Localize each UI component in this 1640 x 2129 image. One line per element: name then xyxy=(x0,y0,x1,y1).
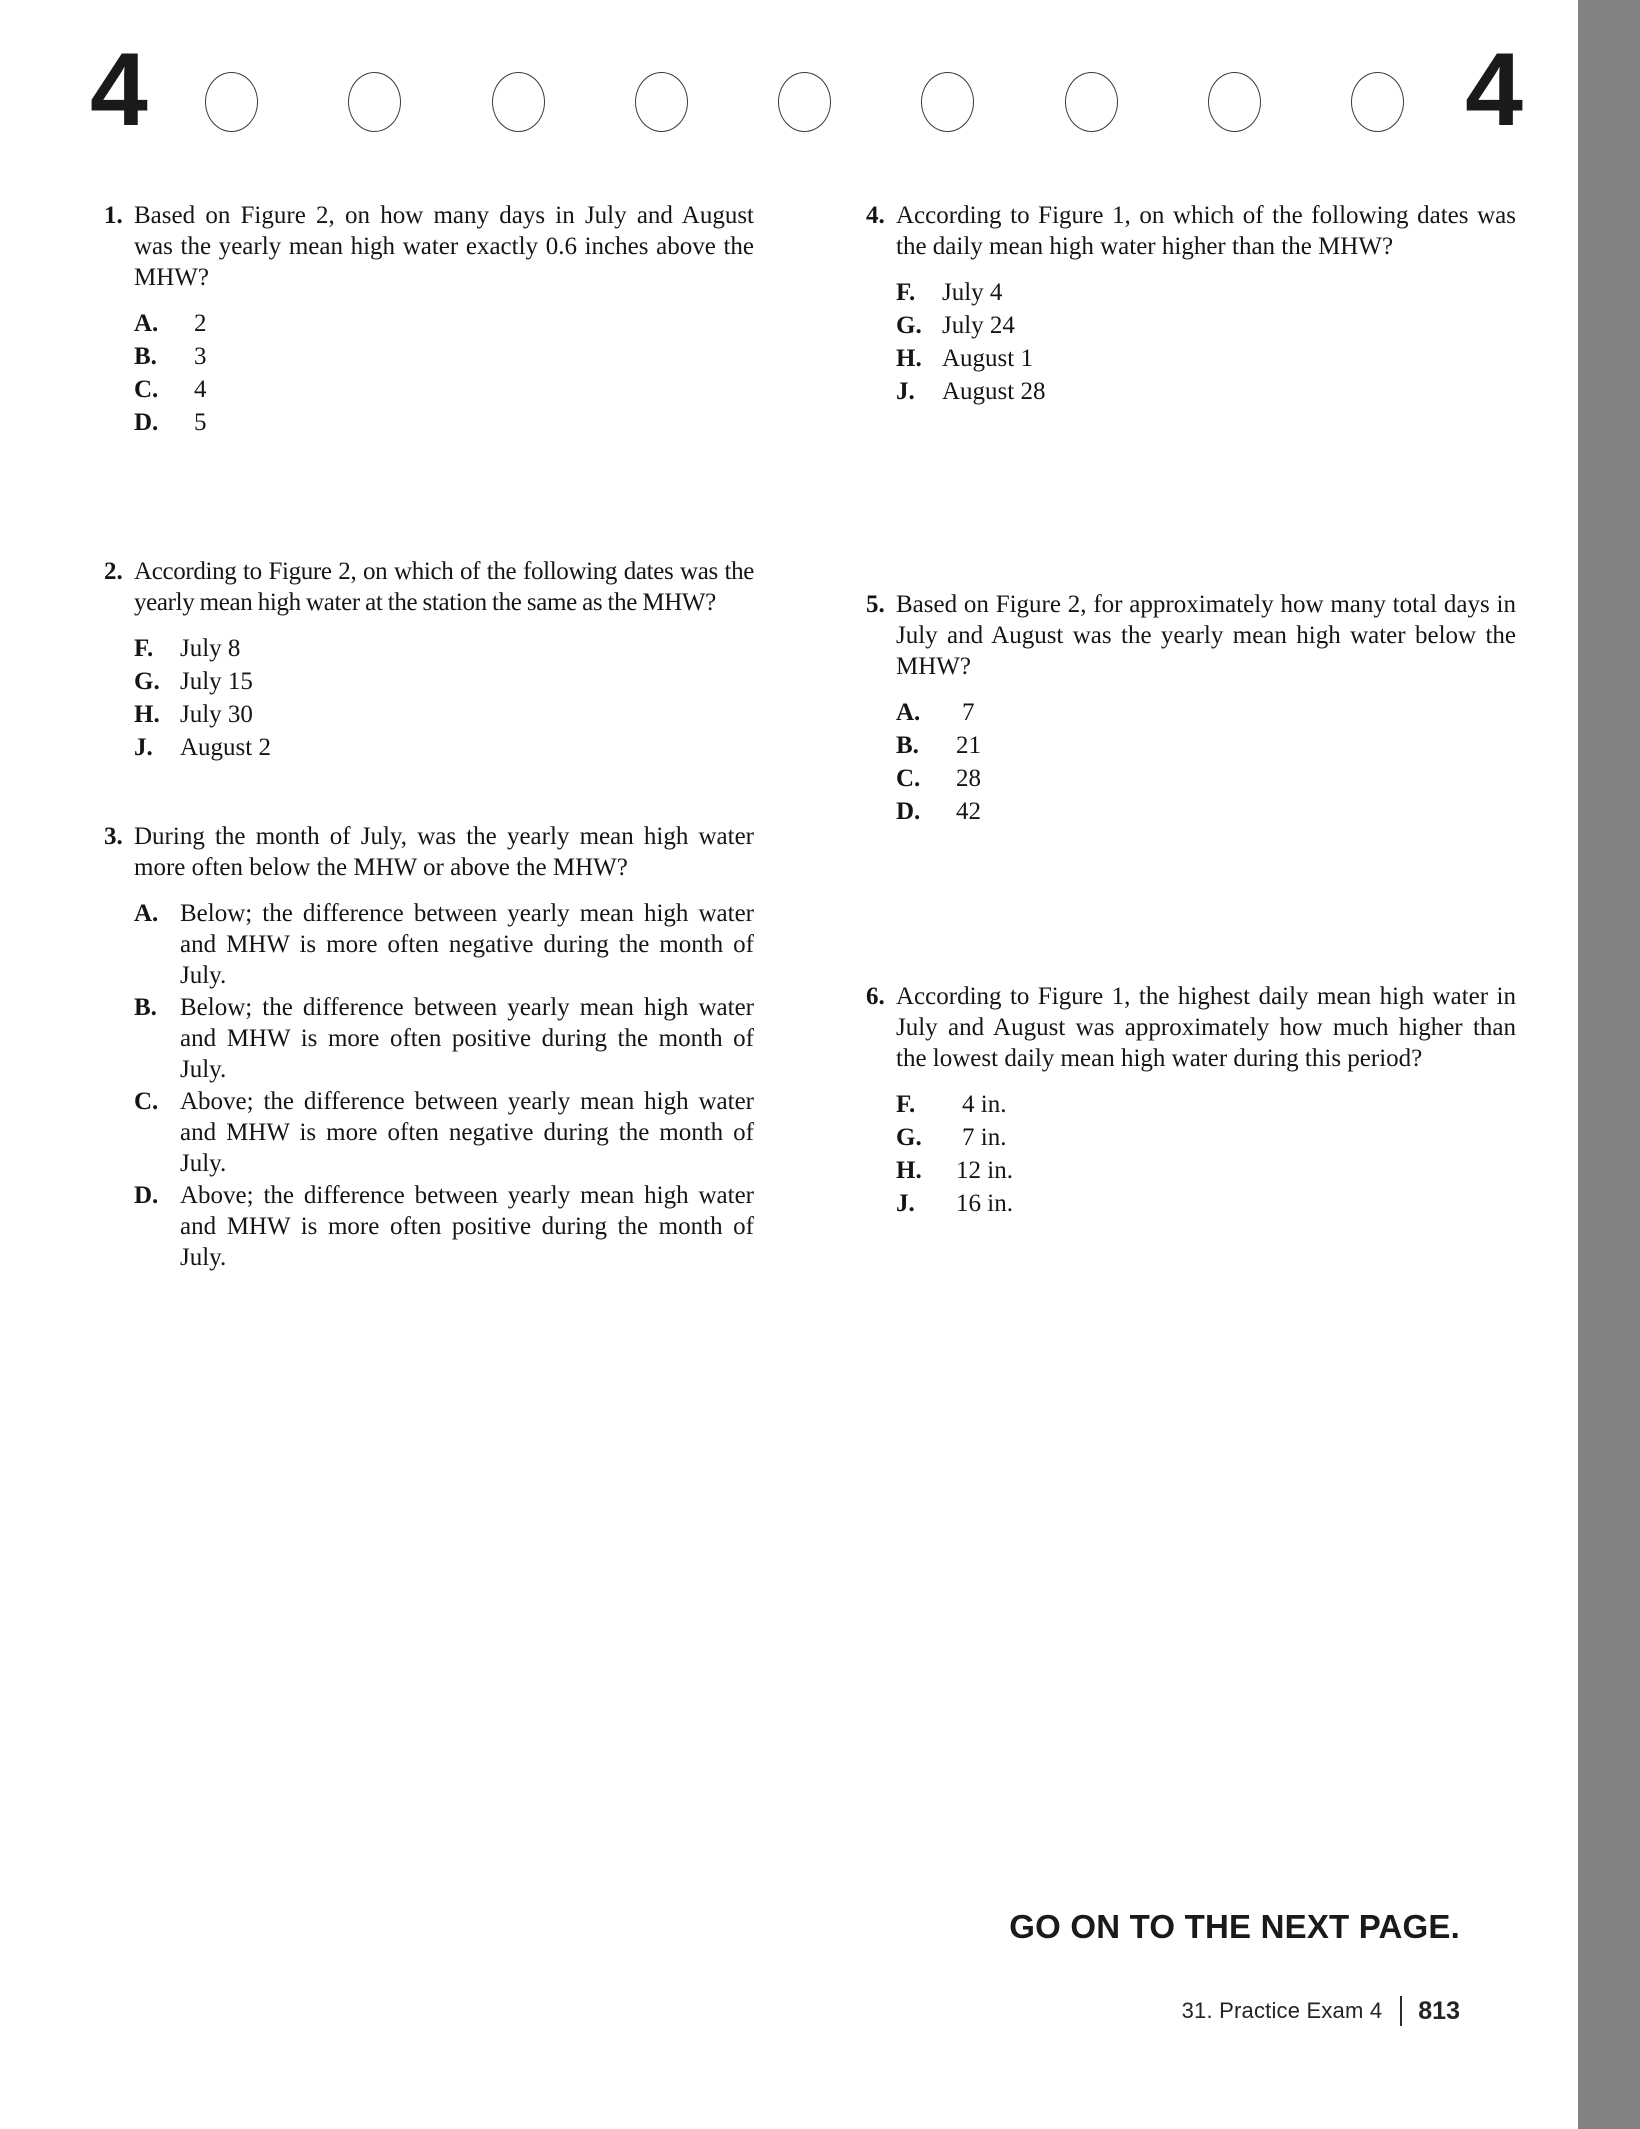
choice-letter: F. xyxy=(134,635,154,662)
choice-letter: J. xyxy=(896,1190,915,1217)
question-1-choices xyxy=(96,308,754,438)
answer-bubble[interactable] xyxy=(921,72,974,132)
choice-option[interactable] xyxy=(134,308,754,339)
question-4-choices xyxy=(858,277,1516,407)
choice-text: July 4 xyxy=(942,279,1003,306)
question-2-head xyxy=(96,556,754,618)
choice-letter: G. xyxy=(896,1124,922,1151)
choice-option[interactable] xyxy=(134,666,754,697)
page-number: 813 xyxy=(1418,1996,1460,2025)
choice-letter: A. xyxy=(134,900,159,927)
choice-text: August 1 xyxy=(942,345,1033,372)
choice-text: 3 xyxy=(194,343,207,370)
question-4-head xyxy=(858,200,1516,262)
spacer xyxy=(858,441,1516,589)
question-3 xyxy=(96,821,754,1273)
choice-letter: D. xyxy=(134,1182,159,1209)
answer-bubble[interactable] xyxy=(1351,72,1404,132)
choice-option[interactable] xyxy=(896,796,1516,827)
choice-letter: F. xyxy=(896,279,916,306)
answer-bubble[interactable] xyxy=(1208,72,1261,132)
section-number-right: 4 xyxy=(1465,32,1520,148)
question-6-head xyxy=(858,981,1516,1074)
choice-text: 5 xyxy=(194,409,207,436)
question-6-stem: According to Figure 1, the highest daily mean high water in July and August was approximately how much higher than the lowest daily mean high water during this period? xyxy=(896,983,1516,1072)
spacer xyxy=(96,472,754,556)
choice-letter: C. xyxy=(896,765,921,792)
question-3-stem: During the month of July, was the yearly mean high water more often below the MHW or above the MHW? xyxy=(134,823,754,881)
choice-option[interactable] xyxy=(134,1180,754,1273)
choice-option[interactable] xyxy=(896,1155,1516,1186)
choice-text: Below; the difference between yearly mean high water and MHW is more often positive during the month of July. xyxy=(180,994,754,1083)
choice-text: 42 xyxy=(956,798,981,825)
choice-option[interactable] xyxy=(896,277,1516,308)
choice-text: 21 xyxy=(956,732,981,759)
question-1-stem: Based on Figure 2, on how many days in July and August was the yearly mean high water exactly 0.6 inches above the MHW? xyxy=(134,202,754,291)
choice-letter: A. xyxy=(134,310,159,337)
question-3-number: 3. xyxy=(104,823,123,850)
choice-text: Below; the difference between yearly mean high water and MHW is more often negative during the month of July. xyxy=(180,900,754,989)
page-footer xyxy=(1182,1996,1460,2026)
answer-bubble[interactable] xyxy=(778,72,831,132)
spacer xyxy=(96,797,754,821)
choice-option[interactable] xyxy=(896,697,1516,728)
choice-letter: D. xyxy=(134,409,159,436)
choice-text: Above; the difference between yearly mean high water and MHW is more often positive during the month of July. xyxy=(180,1182,754,1271)
section-number-left: 4 xyxy=(90,32,145,148)
page-edge-bar xyxy=(1578,0,1640,2129)
choice-option[interactable] xyxy=(896,1188,1516,1219)
left-column xyxy=(96,200,754,1307)
question-4-number: 4. xyxy=(866,202,885,229)
question-5-number: 5. xyxy=(866,591,885,618)
choice-text: 12 in. xyxy=(956,1157,1013,1184)
choice-letter: H. xyxy=(134,701,160,728)
choice-text: 28 xyxy=(956,765,981,792)
choice-option[interactable] xyxy=(896,343,1516,374)
choice-text: 7 xyxy=(962,699,975,726)
choice-letter: A. xyxy=(896,699,921,726)
choice-text: July 24 xyxy=(942,312,1015,339)
chapter-label: 31. Practice Exam 4 xyxy=(1181,1998,1383,2023)
question-4 xyxy=(858,200,1516,407)
choice-text: 7 in. xyxy=(962,1124,1007,1151)
answer-bubble-row xyxy=(205,72,1404,132)
choice-letter: J. xyxy=(896,378,915,405)
choice-letter: C. xyxy=(134,376,159,403)
choice-option[interactable] xyxy=(134,992,754,1085)
choice-text: July 15 xyxy=(180,668,253,695)
question-6 xyxy=(858,981,1516,1219)
question-1-number: 1. xyxy=(104,202,123,229)
right-column xyxy=(858,200,1516,1307)
choice-option[interactable] xyxy=(896,730,1516,761)
choice-letter: D. xyxy=(896,798,921,825)
go-on-notice: GO ON TO THE NEXT PAGE. xyxy=(1009,1908,1460,1945)
choice-option[interactable] xyxy=(896,310,1516,341)
choice-letter: F. xyxy=(896,1091,916,1118)
choice-option[interactable] xyxy=(134,898,754,991)
answer-bubble[interactable] xyxy=(492,72,545,132)
choice-letter: J. xyxy=(134,734,153,761)
choice-letter: H. xyxy=(896,345,922,372)
answer-bubble[interactable] xyxy=(348,72,401,132)
question-5 xyxy=(858,589,1516,827)
question-1-head xyxy=(96,200,754,293)
question-4-stem: According to Figure 1, on which of the following dates was the daily mean high water higher than the MHW? xyxy=(896,202,1516,260)
question-6-number: 6. xyxy=(866,983,885,1010)
choice-text: July 30 xyxy=(180,701,253,728)
choice-letter: B. xyxy=(134,343,157,370)
question-1 xyxy=(96,200,754,438)
choice-option[interactable] xyxy=(134,341,754,372)
spacer xyxy=(858,861,1516,981)
question-5-choices xyxy=(858,697,1516,827)
question-2-stem: According to Figure 2, on which of the following dates was the yearly mean high water at the station the same as the MHW? xyxy=(134,558,754,616)
question-5-stem: Based on Figure 2, for approximately how many total days in July and August was the yearly mean high water below the MHW? xyxy=(896,591,1516,680)
choice-text: 2 xyxy=(194,310,207,337)
choice-option[interactable] xyxy=(896,1089,1516,1120)
question-columns xyxy=(96,200,1516,1307)
question-2 xyxy=(96,556,754,763)
answer-bubble[interactable] xyxy=(635,72,688,132)
choice-text: 16 in. xyxy=(956,1190,1013,1217)
footer-divider xyxy=(1400,1996,1402,2026)
answer-bubble[interactable] xyxy=(205,72,258,132)
question-2-number: 2. xyxy=(104,558,123,585)
choice-option[interactable] xyxy=(134,407,754,438)
choice-text: August 28 xyxy=(942,378,1046,405)
section-header xyxy=(90,32,1520,148)
choice-letter: G. xyxy=(896,312,922,339)
choice-text: July 8 xyxy=(180,635,241,662)
choice-text: 4 in. xyxy=(962,1091,1007,1118)
choice-text: Above; the difference between yearly mean high water and MHW is more often negative during the month of July. xyxy=(180,1088,754,1177)
choice-option[interactable] xyxy=(134,732,754,763)
choice-option[interactable] xyxy=(134,699,754,730)
choice-letter: H. xyxy=(896,1157,922,1184)
choice-letter: C. xyxy=(134,1088,159,1115)
choice-letter: G. xyxy=(134,668,160,695)
choice-option[interactable] xyxy=(896,1122,1516,1153)
question-6-choices xyxy=(858,1089,1516,1219)
choice-letter: B. xyxy=(896,732,919,759)
choice-option[interactable] xyxy=(134,374,754,405)
choice-option[interactable] xyxy=(896,376,1516,407)
choice-text: August 2 xyxy=(180,734,271,761)
question-3-choices xyxy=(96,898,754,1273)
question-5-head xyxy=(858,589,1516,682)
choice-option[interactable] xyxy=(896,763,1516,794)
choice-text: 4 xyxy=(194,376,207,403)
choice-letter: B. xyxy=(134,994,157,1021)
choice-option[interactable] xyxy=(134,633,754,664)
question-2-choices xyxy=(96,633,754,763)
choice-option[interactable] xyxy=(134,1086,754,1179)
question-3-head xyxy=(96,821,754,883)
answer-bubble[interactable] xyxy=(1065,72,1118,132)
